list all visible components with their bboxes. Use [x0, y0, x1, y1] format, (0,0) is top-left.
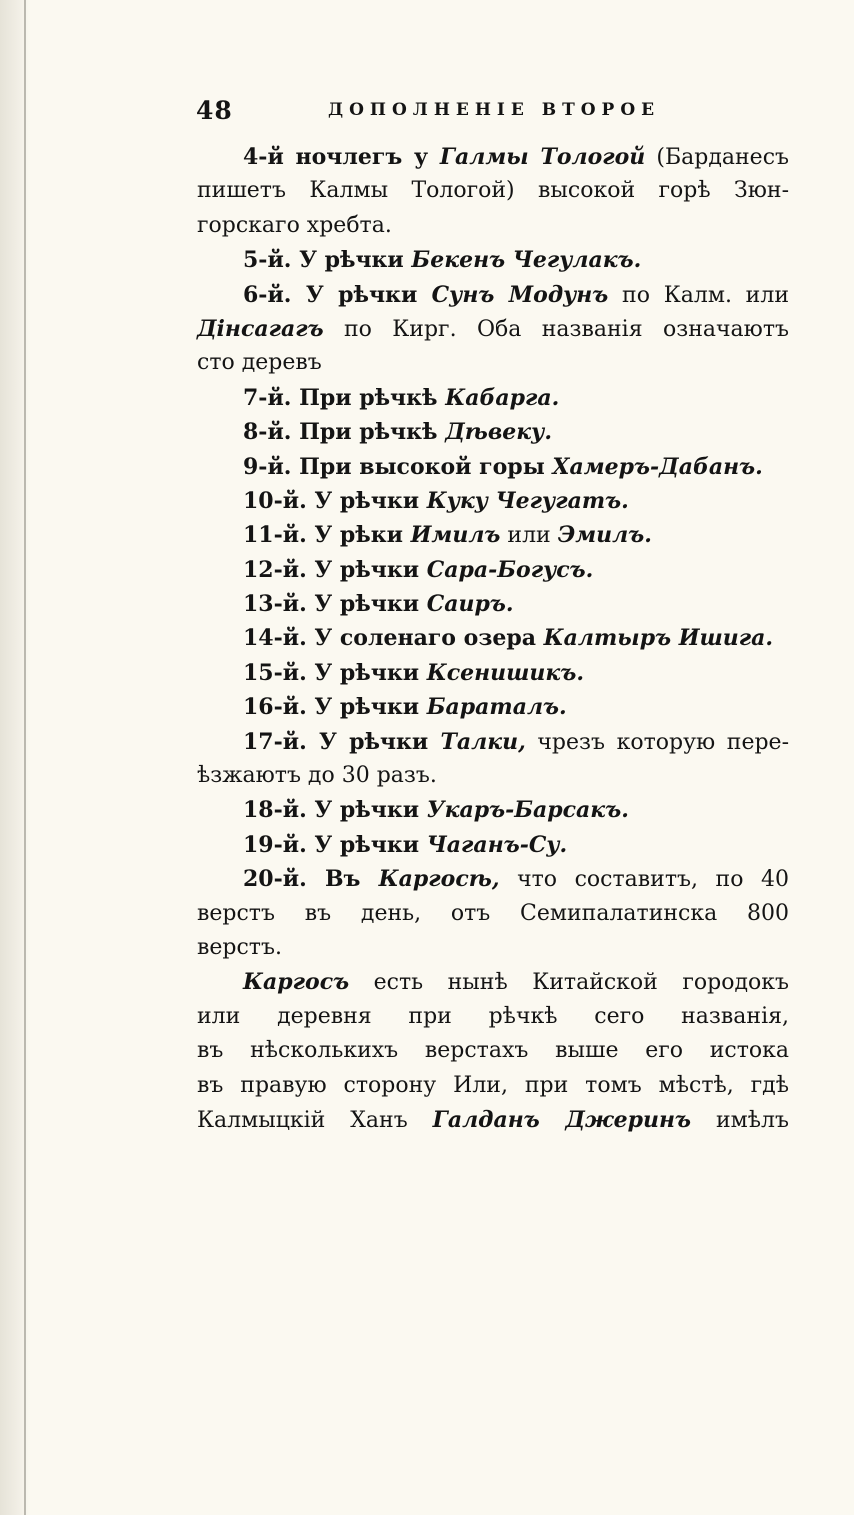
place-name: Эмилъ.	[557, 522, 652, 549]
text-run: въ нѣсколькихъ верстахъ выше его истока	[197, 1038, 789, 1064]
place-name: Дінсагагъ	[197, 315, 324, 342]
text-run: 18-й. У рѣчки	[243, 797, 427, 824]
text-run: 14-й. У соленаго озера	[243, 625, 544, 652]
place-name: Каргосѣ,	[378, 866, 500, 893]
text-run: 11-й. У рѣки	[243, 522, 411, 549]
place-name: Кабарга.	[445, 384, 560, 411]
place-name: Бекенъ Чегулакъ.	[411, 247, 642, 274]
body-text	[197, 140, 789, 1137]
text-run: чрезъ которую пере-	[525, 729, 789, 755]
text-run: 20-й. Въ	[243, 866, 379, 893]
text-run: по Калм. или	[608, 282, 789, 308]
text-line	[197, 690, 789, 724]
text-line	[197, 209, 789, 243]
place-name: Дѣвеку.	[445, 419, 552, 446]
running-title: ДОПОЛНЕНІЕ ВТОРОЕ	[328, 100, 661, 120]
text-run: 7-й. При рѣчкѣ	[243, 384, 446, 411]
page-header	[196, 96, 796, 132]
text-run: Калмыцкій Ханъ	[197, 1107, 433, 1133]
text-line	[197, 140, 789, 174]
text-line	[197, 381, 789, 415]
text-line	[197, 793, 789, 827]
place-name: Чаганъ-Су.	[426, 831, 568, 858]
text-line	[197, 965, 789, 999]
text-line	[197, 1000, 789, 1034]
text-run: или деревня при рѣчкѣ сего названія,	[197, 1003, 789, 1029]
text-run: 10-й. У рѣчки	[243, 487, 427, 514]
place-name: Куку Чегугатъ.	[426, 487, 629, 514]
text-run: 5-й. У рѣчки	[243, 247, 412, 274]
text-run: 19-й. У рѣчки	[243, 831, 427, 858]
text-run: 4-й ночлегъ у	[243, 144, 440, 170]
place-name: Сара-Богусъ.	[426, 556, 594, 583]
text-line	[197, 621, 789, 655]
text-run: 12-й. У рѣчки	[243, 556, 427, 583]
text-run: или	[500, 523, 558, 549]
text-line	[197, 312, 789, 346]
text-run: 13-й. У рѣчки	[243, 591, 427, 618]
text-run: въ правую сторону Или, при томъ мѣстѣ, гдѣ	[197, 1072, 789, 1098]
text-run: 8-й. При рѣчкѣ	[243, 419, 446, 446]
page-number: 48	[196, 96, 233, 125]
text-line	[197, 897, 789, 931]
text-line	[197, 518, 789, 552]
text-line	[197, 587, 789, 621]
text-run: что составитъ, по 40	[499, 867, 789, 893]
text-line	[197, 415, 789, 449]
text-line	[197, 243, 789, 277]
text-run: 6-й. У рѣчки	[243, 281, 432, 308]
text-line	[197, 174, 789, 208]
place-name: Ксенишикъ.	[426, 659, 584, 686]
text-run: горскаго хребта.	[197, 212, 392, 238]
text-run: имѣлъ	[691, 1107, 789, 1133]
text-line	[197, 278, 789, 312]
text-line	[197, 828, 789, 862]
text-run: верстъ въ день, отъ Семипалатинска 800	[197, 900, 789, 926]
place-name: Галмы Тологой	[439, 144, 646, 170]
text-line	[197, 1034, 789, 1068]
text-run: (Барданесъ	[645, 145, 790, 170]
place-name: Хамеръ-Дабанъ.	[552, 453, 763, 480]
text-line	[197, 346, 789, 380]
text-run: по Кирг. Оба названія означаютъ	[323, 316, 789, 342]
text-run: сто деревъ	[197, 350, 322, 376]
text-line	[197, 931, 789, 965]
place-name: Укаръ-Барсакъ.	[426, 797, 629, 824]
place-name: Бараталъ.	[426, 694, 567, 721]
text-run: верстъ.	[197, 934, 282, 960]
text-run: есть нынѣ Китайской городокъ	[349, 970, 789, 996]
text-run: 9-й. При высокой горы	[243, 453, 553, 480]
text-line	[197, 1103, 789, 1137]
text-run: 17-й. У рѣчки	[243, 728, 441, 755]
text-run: 15-й. У рѣчки	[243, 659, 427, 686]
text-run: ѣзжаютъ до 30 разъ.	[197, 763, 437, 789]
page-binding-line	[24, 0, 26, 1515]
place-name: Каргосъ	[243, 969, 350, 996]
place-name: Калтыръ Ишига.	[543, 625, 774, 652]
place-name: Имилъ	[410, 522, 501, 549]
text-line	[197, 553, 789, 587]
text-run: 16-й. У рѣчки	[243, 694, 427, 721]
text-line	[197, 759, 789, 793]
text-line	[197, 1069, 789, 1103]
place-name: Галданъ Джеринъ	[432, 1106, 692, 1133]
text-line	[197, 484, 789, 518]
text-line	[197, 656, 789, 690]
place-name: Саиръ.	[426, 591, 514, 618]
text-line	[197, 725, 789, 759]
place-name: Талки,	[440, 728, 526, 755]
place-name: Сунъ Модунъ	[431, 281, 609, 308]
text-run: пишетъ Калмы Тологой) высокой горѣ Зюн-	[197, 178, 789, 204]
text-line	[197, 450, 789, 484]
text-line	[197, 862, 789, 896]
